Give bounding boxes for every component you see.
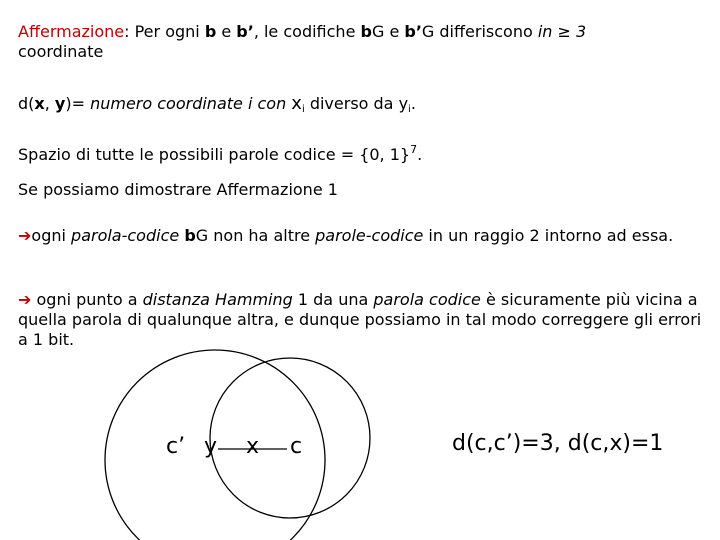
point2-t5: è sicuramente più vicina a quella parola di qualunque altra, e dunque possiamo in tal modo correggere gli errori a 1 bit. <box>18 290 702 349</box>
point1-bg: b <box>184 226 196 245</box>
affermazione-text5: differiscono <box>434 22 538 41</box>
distance-xi-sub: i <box>301 104 305 115</box>
point2-t2: distanza Hamming <box>142 290 293 309</box>
point1-bg-g: G <box>195 226 209 245</box>
bg-symbol: b <box>360 22 372 41</box>
b-symbol: b <box>204 22 217 41</box>
label-x: x <box>246 434 260 459</box>
affermazione-line2: coordinate <box>18 42 104 61</box>
label-y: y <box>204 434 218 459</box>
point1-t5: parole-codice <box>315 226 424 245</box>
label-c: c <box>290 434 303 459</box>
b-prime-symbol: b’ <box>236 22 254 41</box>
distance-x: x <box>34 94 45 113</box>
arrow-right-icon: ➔ <box>18 290 32 309</box>
point1-t4: non ha altre <box>208 226 316 245</box>
point2-t4: parola codice <box>373 290 481 309</box>
distance-comma: , <box>44 94 55 113</box>
point2-t1: ogni punto a <box>31 290 143 309</box>
space-end: . <box>417 145 423 164</box>
bg-g: G <box>371 22 385 41</box>
distance-formula: d(c,c’)=3, d(c,x)=1 <box>452 431 664 456</box>
distance-xi: x <box>291 93 302 114</box>
proof-text: Se possiamo dimostrare Affermazione 1 <box>18 180 338 199</box>
distance-y: y <box>54 94 66 113</box>
affermazione-text2: e <box>216 22 237 41</box>
distance-description: numero coordinate i con <box>85 94 292 113</box>
bpg-g: G <box>421 22 435 41</box>
point1-t6: in un raggio 2 intorno ad essa. <box>423 226 674 245</box>
distance-d-open: d( <box>18 94 35 113</box>
affermazione-colon: : <box>124 22 130 41</box>
affermazione-label: Affermazione <box>18 22 125 41</box>
affermazione-text1: Per ogni <box>129 22 205 41</box>
point1-t1: ogni <box>31 226 72 245</box>
space-text: Spazio di tutte le possibili parole codice = {0, 1} <box>18 145 411 164</box>
bpg-symbol: b’ <box>404 22 422 41</box>
distance-d-close: )= <box>65 94 85 113</box>
affermazione-text3: , le codifiche <box>253 22 361 41</box>
affermazione-text4: e <box>384 22 405 41</box>
distance-yi-sub: i <box>408 104 411 115</box>
affermazione-condition: in ≥ 3 <box>537 22 587 41</box>
arrow-right-icon: ➔ <box>18 226 32 245</box>
label-c-prime: c’ <box>166 434 186 459</box>
point2-t3: 1 da una <box>292 290 374 309</box>
point1-t2: parola-codice <box>71 226 180 245</box>
distance-mid: diverso da y <box>304 94 409 113</box>
distance-end: . <box>410 94 416 113</box>
space-exponent: 7 <box>410 143 418 156</box>
